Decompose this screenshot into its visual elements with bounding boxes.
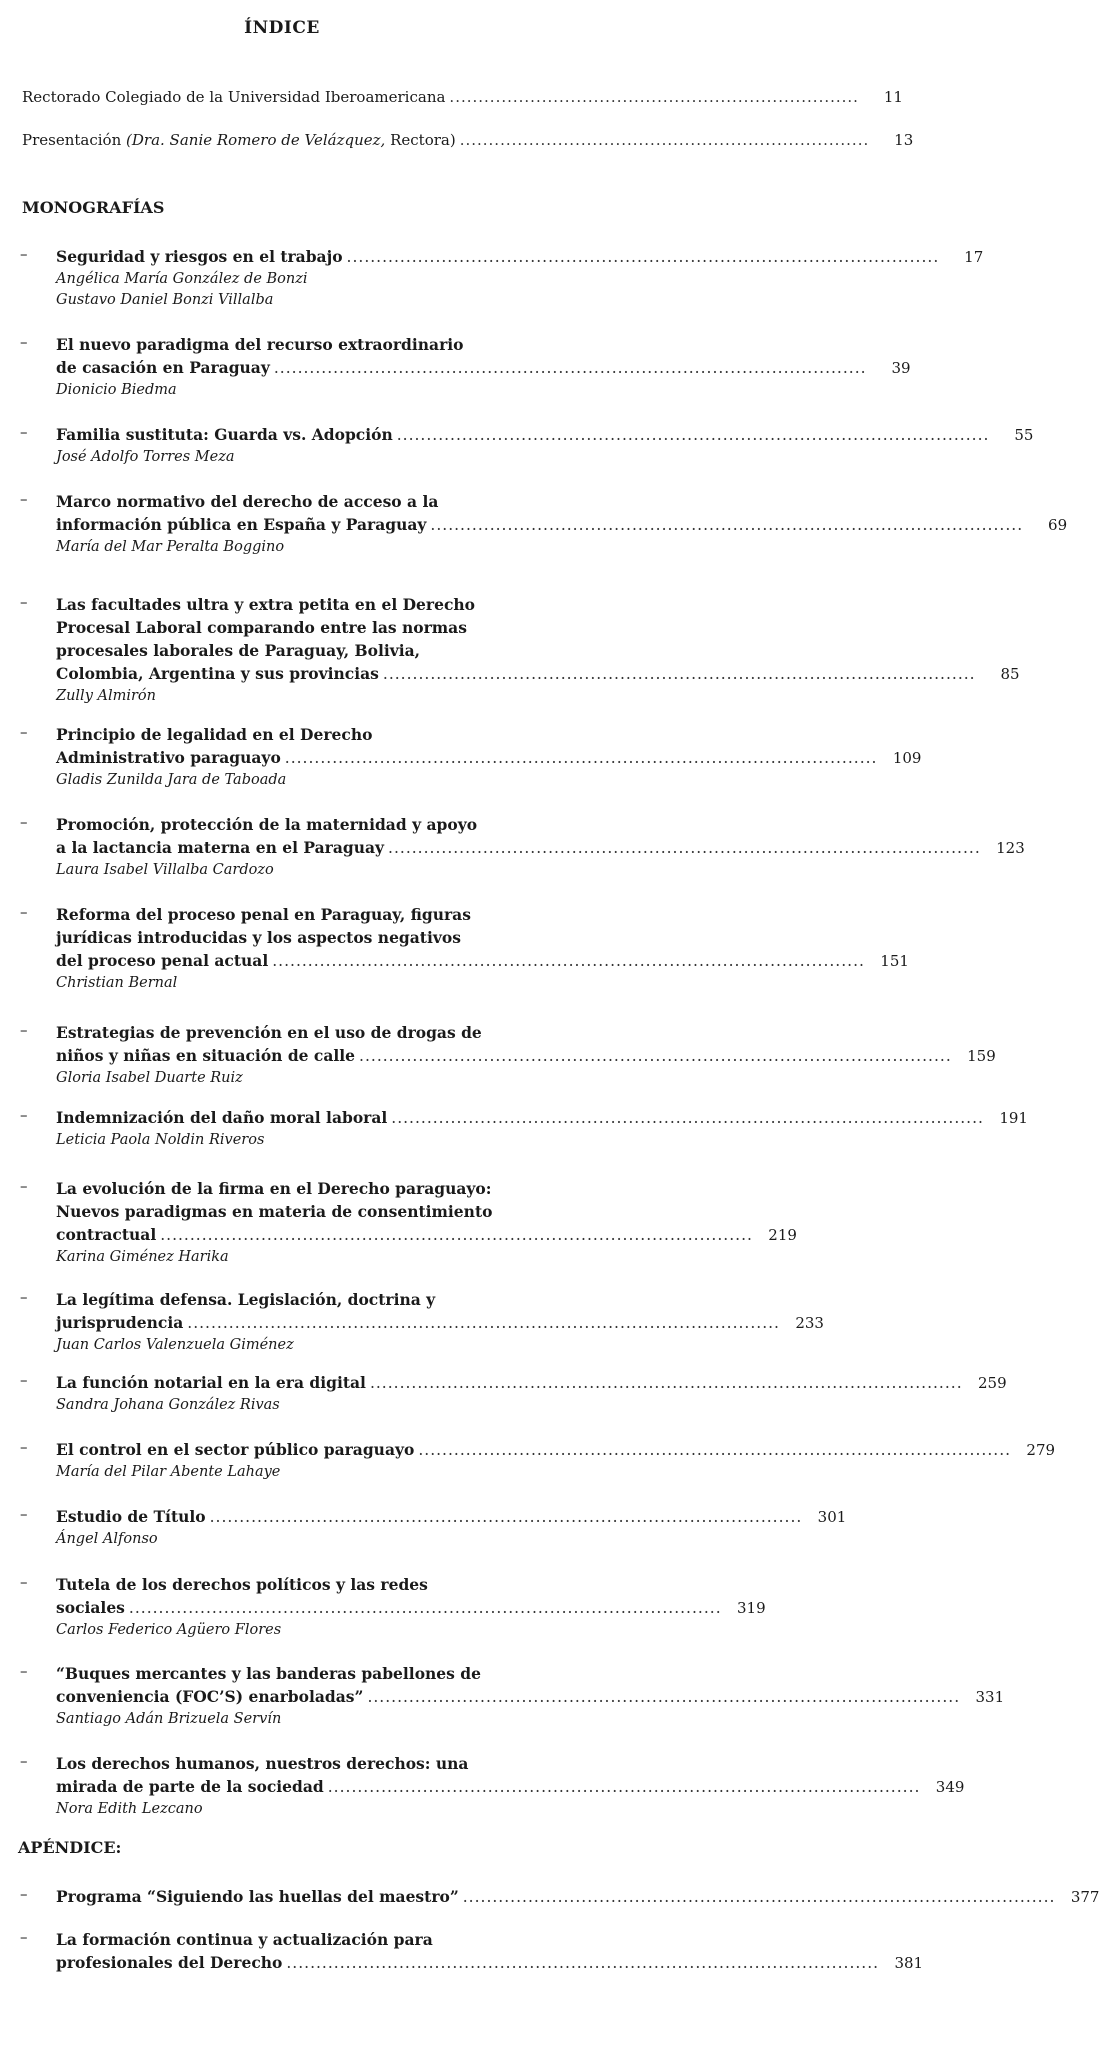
dot-leader: .................................................................................................... [128,1599,722,1617]
dot-leader: .................................................................................................... [462,1888,1056,1906]
dot-leader: .................................................................................................... [209,1508,803,1526]
entry-title-line: jurídicas introducidas y los aspectos negativos [56,928,461,947]
page-number: 349 [935,1778,965,1796]
entry-author: Gladis Zunilda Jara de Taboada [56,772,287,788]
entry-dash: – [20,1752,28,1770]
page-number: 85 [1000,665,1020,683]
entry-title-text: El control en el sector público paraguayo [56,1440,415,1459]
entry-title-text: mirada de parte de la sociedad [56,1777,324,1796]
entry-dash: – [20,1288,28,1306]
entry-title-last-line [56,949,909,973]
entry-author: Karina Giménez Harika [56,1249,229,1265]
entry-dash: – [20,1885,28,1903]
page-number: 151 [880,952,909,970]
entry-title-text: de casación en Paraguay [56,358,270,377]
dot-leader: .................................................................................................... [327,1778,921,1796]
entry-author: Nora Edith Lezcano [56,1801,203,1817]
entry-dash: – [20,1371,28,1389]
entry-title-last-line [56,1505,847,1529]
entry-title-line: La legítima defensa. Legislación, doctrina y [56,1290,436,1309]
entry-body [56,1752,965,1820]
entry-title-last-line [56,1044,996,1068]
entry-title-text: conveniencia (FOC’S) enarboladas” [56,1687,364,1706]
page-title: ÍNDICE [244,18,320,38]
entry-dash: – [20,490,28,508]
entry-title-text: información pública en España y Paraguay [56,515,427,534]
entry-body [56,1573,766,1641]
entry-author: Angélica María González de Bonzi [56,271,308,287]
entry-title-line: La evolución de la firma en el Derecho paraguayo: [56,1179,492,1198]
dot-leader: .................................................................................................... [382,665,976,683]
entry-title-line: Procesal Laboral comparando entre las normas [56,618,467,637]
entry-title-last-line [56,1885,1099,1909]
entry-dash: – [20,1928,28,1946]
entry-title-line: Principio de legalidad en el Derecho [56,725,373,744]
page-number: 109 [892,749,922,767]
entry-author: María del Pilar Abente Lahaye [56,1464,281,1480]
front-title: Presentación (Dra. Sanie Romero de Velázquez, Rectora) [22,131,456,149]
entry-body [56,723,922,791]
entry-body [56,1021,996,1089]
dot-leader: .................................................................................................... [273,359,867,377]
entry-body [56,593,1020,707]
entry-dash: – [20,903,28,921]
entry-dash: – [20,1106,28,1124]
entry-title-last-line [56,1438,1056,1462]
entry-title-last-line [56,1596,766,1620]
dot-leader: ....................................................................... [459,131,870,149]
entry-author: Gustavo Daniel Bonzi Villalba [56,292,274,308]
toc-front-rectorado[interactable] [22,88,903,106]
entry-dash: – [20,1662,28,1680]
entry-dash: – [20,593,28,611]
entry-dash: – [20,1438,28,1456]
entry-body [56,1288,824,1356]
entry-title-last-line [56,662,1020,686]
entry-author: Christian Bernal [56,975,178,991]
page-number: 39 [891,359,911,377]
entry-body [56,490,1068,558]
entry-title-last-line [56,423,1034,447]
entry-author: José Adolfo Torres Meza [56,449,235,465]
dot-leader: .................................................................................................... [286,1954,880,1972]
page-number: 377 [1070,1888,1099,1906]
entry-dash: – [20,1021,28,1039]
entry-author: María del Mar Peralta Boggino [56,539,285,555]
entry-body [56,333,911,401]
page-number: 381 [894,1954,924,1972]
entry-title-text: sociales [56,1598,125,1617]
dot-leader: .................................................................................................... [359,1047,952,1065]
entry-title-last-line [56,1685,1005,1709]
entry-author: Santiago Adán Brizuela Servín [56,1711,282,1727]
entry-title-last-line [56,1223,797,1247]
page-number: 13 [894,131,914,149]
page-number: 11 [883,88,903,106]
section-heading-monografias: MONOGRAFÍAS [22,198,165,217]
entry-author: Laura Isabel Villalba Cardozo [56,862,274,878]
dot-leader: .................................................................................................... [346,248,940,266]
entry-author: Dionicio Biedma [56,382,177,398]
entry-title-line: Tutela de los derechos políticos y las redes [56,1575,428,1594]
entry-title-line: Promoción, protección de la maternidad y apoyo [56,815,478,834]
entry-body [56,813,1025,881]
entry-title-text: Administrativo paraguayo [56,748,281,767]
entry-body [56,1177,797,1268]
entry-title-line: “Buques mercantes y las banderas pabellones de [56,1664,481,1683]
entry-title-text: a la lactancia materna en el Paraguay [56,838,385,857]
dot-leader: .................................................................................................... [187,1314,780,1332]
entry-title-line: Reforma del proceso penal en Paraguay, figuras [56,905,471,924]
entry-title-line: Estrategias de prevención en el uso de drogas de [56,1023,482,1042]
entry-title-line: procesales laborales de Paraguay, Bolivia, [56,641,421,660]
entry-author: Sandra Johana González Rivas [56,1397,280,1413]
entry-dash: – [20,1573,28,1591]
entry-title-text: jurisprudencia [56,1313,184,1332]
entry-title-text: Programa “Siguiendo las huellas del maestro” [56,1887,459,1906]
entry-body [56,1885,1099,1909]
entry-title-last-line [56,836,1025,860]
entry-title-text: niños y niñas en situación de calle [56,1046,356,1065]
entry-title-text: Estudio de Título [56,1507,206,1526]
section-heading-apendice: APÉNDICE: [18,1838,122,1857]
page-number: 69 [1048,516,1068,534]
page-number: 219 [768,1226,797,1244]
dot-leader: .................................................................................................... [430,516,1024,534]
dot-leader: .................................................................................................... [369,1374,963,1392]
entry-title-text: La función notarial en la era digital [56,1373,366,1392]
entry-title-last-line [56,1311,824,1335]
entry-body [56,903,909,994]
entry-title-line: Nuevos paradigmas en materia de consentimiento [56,1202,493,1221]
dot-leader: .................................................................................................... [391,1109,984,1127]
entry-title-line: Marco normativo del derecho de acceso a la [56,492,439,511]
entry-title-line: Las facultades ultra y extra petita en el Derecho [56,595,475,614]
page-number: 259 [978,1374,1007,1392]
entry-title-line: El nuevo paradigma del recurso extraordinario [56,335,464,354]
entry-body [56,1928,924,1975]
entry-title-text: contractual [56,1225,157,1244]
entry-title-last-line [56,1775,965,1799]
entry-dash: – [20,1177,28,1195]
entry-body [56,423,1034,468]
page-number: 55 [1014,426,1034,444]
dot-leader: .................................................................................................... [272,952,865,970]
entry-body [56,1106,1028,1151]
entry-author: Gloria Isabel Duarte Ruiz [56,1070,243,1086]
dot-leader: .................................................................................................... [284,749,878,767]
page-number: 319 [736,1599,766,1617]
entry-dash: – [20,723,28,741]
entry-title-last-line [56,356,911,380]
entry-title-text: Indemnización del daño moral laboral [56,1108,388,1127]
entry-dash: – [20,423,28,441]
entry-body [56,1505,847,1550]
dot-leader: .................................................................................................... [160,1226,753,1244]
page-number: 233 [795,1314,824,1332]
dot-leader: .................................................................................................... [367,1688,961,1706]
page-number: 331 [975,1688,1005,1706]
page-number: 159 [967,1047,996,1065]
entry-author: Juan Carlos Valenzuela Giménez [56,1337,294,1353]
page-number: 191 [999,1109,1028,1127]
page-number: 279 [1026,1441,1056,1459]
entry-dash: – [20,245,28,263]
entry-title-last-line [56,245,984,269]
dot-leader: .................................................................................................... [388,839,981,857]
front-title: Rectorado Colegiado de la Universidad Iberoamericana [22,88,446,106]
entry-author: Zully Almirón [56,688,156,704]
entry-title-text: del proceso penal actual [56,951,269,970]
entry-author: Leticia Paola Noldin Riveros [56,1132,265,1148]
entry-dash: – [20,1505,28,1523]
dot-leader: .................................................................................................... [396,426,990,444]
entry-title-line: Los derechos humanos, nuestros derechos: una [56,1754,469,1773]
entry-body [56,245,984,311]
toc-front-presentacion[interactable] [22,131,914,149]
page-number: 301 [817,1508,847,1526]
entry-dash: – [20,333,28,351]
entry-title-last-line [56,1371,1007,1395]
entry-title-last-line [56,513,1068,537]
entry-title-text: Familia sustituta: Guarda vs. Adopción [56,425,393,444]
entry-body [56,1371,1007,1416]
entry-author: Carlos Federico Agüero Flores [56,1622,282,1638]
entry-author: Ángel Alfonso [56,1531,158,1547]
entry-body [56,1662,1005,1730]
entry-title-last-line [56,1951,924,1975]
entry-dash: – [20,813,28,831]
entry-title-last-line [56,1106,1028,1130]
entry-title-text: Colombia, Argentina y sus provincias [56,664,379,683]
entry-title-last-line [56,746,922,770]
entry-title-line: La formación continua y actualización para [56,1930,433,1949]
entry-body [56,1438,1056,1483]
page-number: 123 [996,839,1025,857]
page-number: 17 [964,248,984,266]
entry-title-text: profesionales del Derecho [56,1953,283,1972]
dot-leader: .................................................................................................... [418,1441,1012,1459]
dot-leader: ....................................................................... [449,88,859,106]
entry-title-text: Seguridad y riesgos en el trabajo [56,247,343,266]
